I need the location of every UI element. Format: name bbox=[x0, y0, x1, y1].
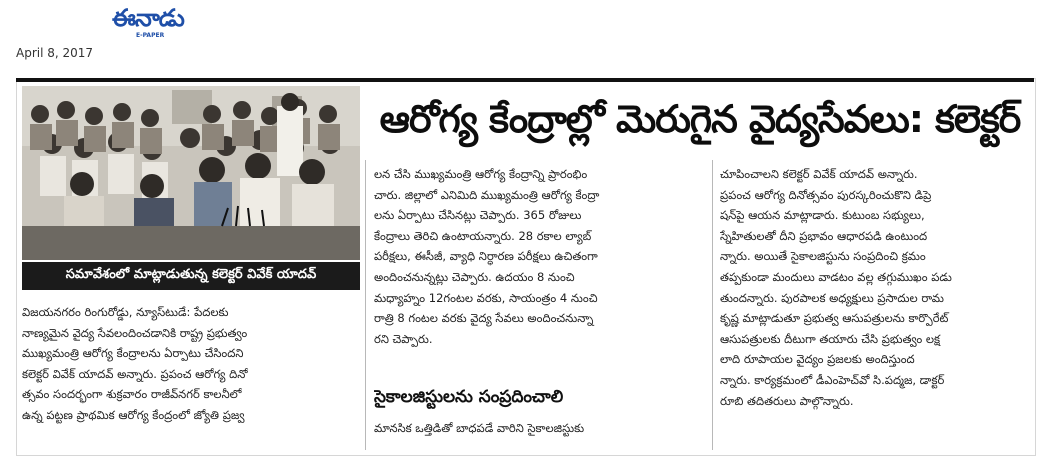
text-line: తప్పకుండా మందులు వాడటం వల్ల తగ్గుముఖం పడు bbox=[720, 269, 952, 284]
logo-text: ఈనాడు bbox=[112, 4, 184, 32]
text-line: తుందన్నారు. పురపాలక అధ్యక్షులు ప్రసాదుల రామ bbox=[720, 290, 944, 305]
column-divider bbox=[712, 160, 713, 450]
article-column-middle-continued bbox=[374, 418, 704, 439]
text-line: ఉన్న పట్టణ ప్రాథమిక ఆరోగ్య కేంద్రంలో జ్యోతి ప్రజ్వ bbox=[22, 407, 245, 422]
text-line: ప్రపంచ ఆరోగ్య దినోత్సవం పురస్కరించుకొని డిప్రె bbox=[720, 187, 932, 202]
text-line: చూపించాలని కలెక్టర్ వివేక్ యాదవ్ అన్నారు. bbox=[720, 167, 918, 181]
article-column-right bbox=[720, 164, 1030, 411]
text-line: రని చెప్పారు. bbox=[374, 331, 433, 346]
article-subheading: సైకాలజిస్టులను సంప్రదించాలి bbox=[374, 387, 564, 407]
article-column-left bbox=[22, 302, 358, 426]
newspaper-logo[interactable] bbox=[112, 4, 184, 40]
text-line: కలెక్టర్ వివేక్ యాదవ్ అన్నారు. ప్రపంచ ఆరోగ్య దినో bbox=[22, 366, 248, 381]
text-line: విజయనగరం రింగురోడ్డు, న్యూస్‌టుడే: పేదలకు bbox=[22, 305, 229, 319]
article-photo bbox=[22, 86, 360, 260]
text-line: న్నారు. కార్యక్రమంలో డీఎంహెచ్‌వో సి.పద్మజ, డాక్టర్ bbox=[720, 372, 945, 387]
text-line: త్సవం సందర్భంగా శుక్రవారం రాజీవ్‌నగర్ కాలనీలో bbox=[22, 387, 242, 402]
text-line: కృష్ణ మాట్లాడుతూ ప్రభుత్వ ఆసుపత్రులను కార్పొరేట్ bbox=[720, 311, 949, 326]
text-line: లన చేసి ముఖ్యమంత్రి ఆరోగ్య కేంద్రాన్ని ప్రారంభిం bbox=[374, 167, 588, 181]
article-headline: ఆరోగ్య కేంద్రాల్లో మెరుగైన వైద్యసేవలు: కలెక్టర్ bbox=[379, 97, 1021, 141]
text-line: అందించనున్నట్లు చెప్పారు. ఉదయం 8 నుంచి bbox=[374, 269, 575, 284]
text-line: చారు. జిల్లాలో ఎనిమిది ముఖ్యమంత్రి ఆరోగ్య కేంద్రా bbox=[374, 187, 600, 202]
headline-banner bbox=[368, 88, 1032, 160]
text-line: మధ్యాహ్నం 12గంటల వరకు, సాయంత్రం 4 నుంచి bbox=[374, 290, 598, 305]
text-line: న్నారు. అయితే సైకాలజిస్టును సంప్రదించి క్రమం bbox=[720, 249, 926, 264]
text-line: పరీక్షలు, ఈసీజీ, వ్యాధి నిర్ధారణ పరీక్షలు ఉచితంగా bbox=[374, 249, 598, 264]
text-line: రాత్రి 8 గంటల వరకు వైద్య సేవలు అందించనున్నా bbox=[374, 311, 594, 326]
photo-caption: సమావేశంలో మాట్లాడుతున్న కలెక్టర్ వివేక్ యాదవ్ bbox=[22, 262, 360, 290]
meeting-photo-illustration bbox=[22, 86, 360, 260]
edition-date: April 8, 2017 bbox=[16, 46, 94, 60]
article-column-middle bbox=[374, 164, 704, 349]
text-line: స్నేహితులతో దీని ప్రభావం ఆధారపడి ఉంటుంద bbox=[720, 228, 928, 243]
text-line: రూబి తదితరులు పాల్గొన్నారు. bbox=[720, 393, 854, 408]
column-divider bbox=[365, 160, 366, 450]
text-line: ముఖ్యమంత్రి ఆరోగ్య కేంద్రాలను ఏర్పాటు చేసిందని bbox=[22, 346, 244, 361]
text-line: మానసిక ఒత్తిడితో బాధపడే వారిని సైకాలజిస్టుకు bbox=[374, 421, 585, 435]
text-line: నాణ్యమైన వైద్య సేవలందించడానికి రాష్ట్ర ప్రభుత్వం bbox=[22, 325, 248, 340]
text-line: లాది రూపాయల వైద్యం ప్రజలకు అందిస్తుంద bbox=[720, 352, 915, 367]
logo-tagline: E-PAPER bbox=[136, 32, 165, 39]
text-line: షన్‌పై ఆయన మాట్లాడారు. కుటుంబ సభ్యులు, bbox=[720, 208, 925, 223]
clipping-top-rule bbox=[16, 78, 1034, 82]
text-line: లను ఏర్పాటు చేసినట్లు చెప్పారు. 365 రోజులు bbox=[374, 208, 582, 223]
text-line: కేంద్రాలు తెరిచి ఉంటాయన్నారు. 28 రకాల ల్యాబ్ bbox=[374, 228, 592, 243]
text-line: ఆసుపత్రులకు దీటుగా తయారు చేసి ప్రభుత్వం లక్ష bbox=[720, 331, 941, 346]
